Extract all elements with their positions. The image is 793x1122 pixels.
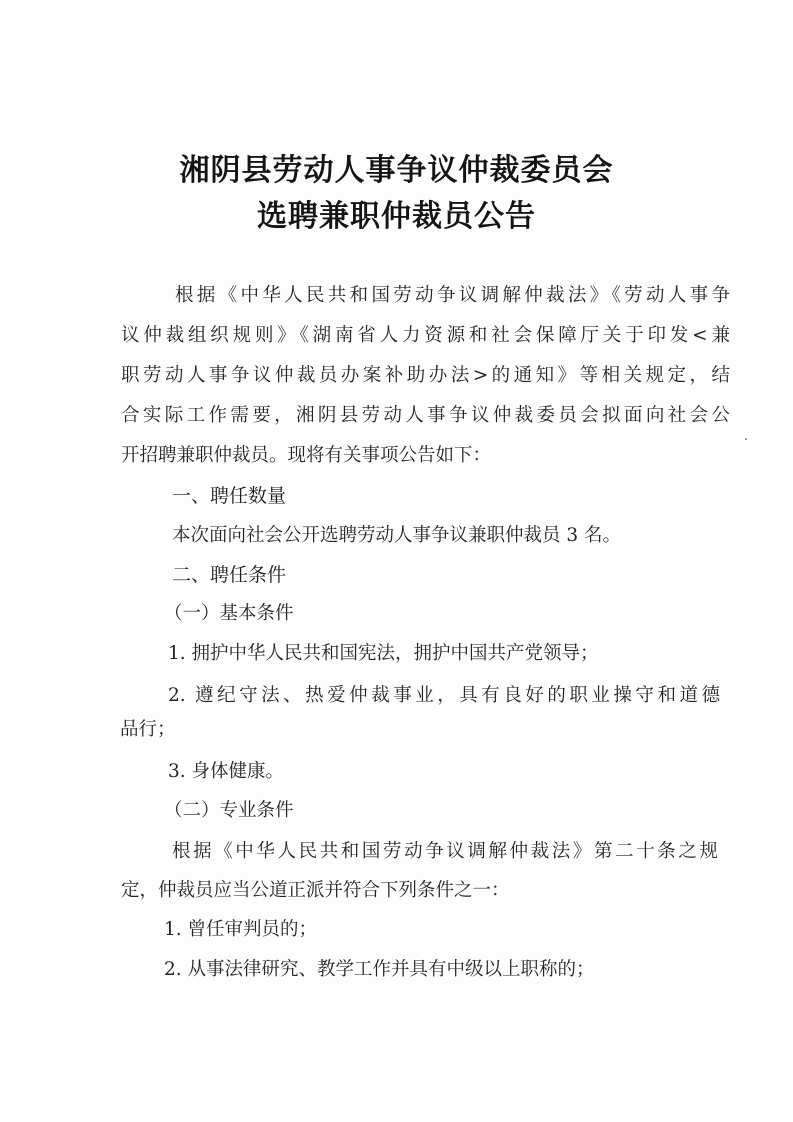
basic-item-3: 3. 身体健康。 bbox=[168, 761, 285, 782]
section-2-heading: 二、聘任条件 bbox=[172, 564, 287, 586]
intro-line-1: 根据《中华人民共和国劳动争议调解仲裁法》《劳动人事争 bbox=[175, 285, 730, 306]
professional-intro-line-1: 根据《中华人民共和国劳动争议调解仲裁法》第二十条之规 bbox=[172, 841, 718, 862]
basic-item-1: 1. 拥护中华人民共和国宪法，拥护中国共产党领导； bbox=[168, 643, 599, 664]
basic-conditions-heading: （一）基本条件 bbox=[164, 603, 294, 624]
basic-item-2-line-1: 2. 遵纪守法、热爱仲裁事业，具有良好的职业操守和道德 bbox=[168, 685, 720, 706]
intro-line-2: 议仲裁组织规则》《湖南省人力资源和社会保障厅关于印发<兼 bbox=[121, 325, 730, 346]
basic-item-2-line-2: 品行； bbox=[120, 719, 176, 740]
section-1-heading: 一、聘任数量 bbox=[172, 485, 287, 507]
professional-item-1: 1. 曾任审判员的； bbox=[164, 919, 318, 940]
title-line-1: 湘阴县劳动人事争议仲裁委员会 bbox=[179, 153, 614, 188]
intro-line-4: 合实际工作需要，湘阴县劳动人事争议仲裁委员会拟面向社会公 bbox=[121, 405, 730, 426]
intro-line-5: 开招聘兼职仲裁员。现将有关事项公告如下： bbox=[121, 445, 492, 466]
scan-speck bbox=[745, 438, 747, 440]
professional-conditions-heading: （二）专业条件 bbox=[164, 800, 294, 821]
section-1-text: 本次面向社会公开选聘劳动人事争议兼职仲裁员 3 名。 bbox=[172, 525, 622, 546]
professional-item-2: 2. 从事法律研究、教学工作并具有中级以上职称的； bbox=[164, 959, 595, 980]
professional-intro-line-2: 定，仲裁员应当公道正派并符合下列条件之一： bbox=[121, 880, 510, 901]
intro-line-3: 职劳动人事争议仲裁员办案补助办法>的通知》等相关规定，结 bbox=[121, 365, 730, 386]
title-line-2: 选聘兼职仲裁员公告 bbox=[257, 199, 536, 234]
